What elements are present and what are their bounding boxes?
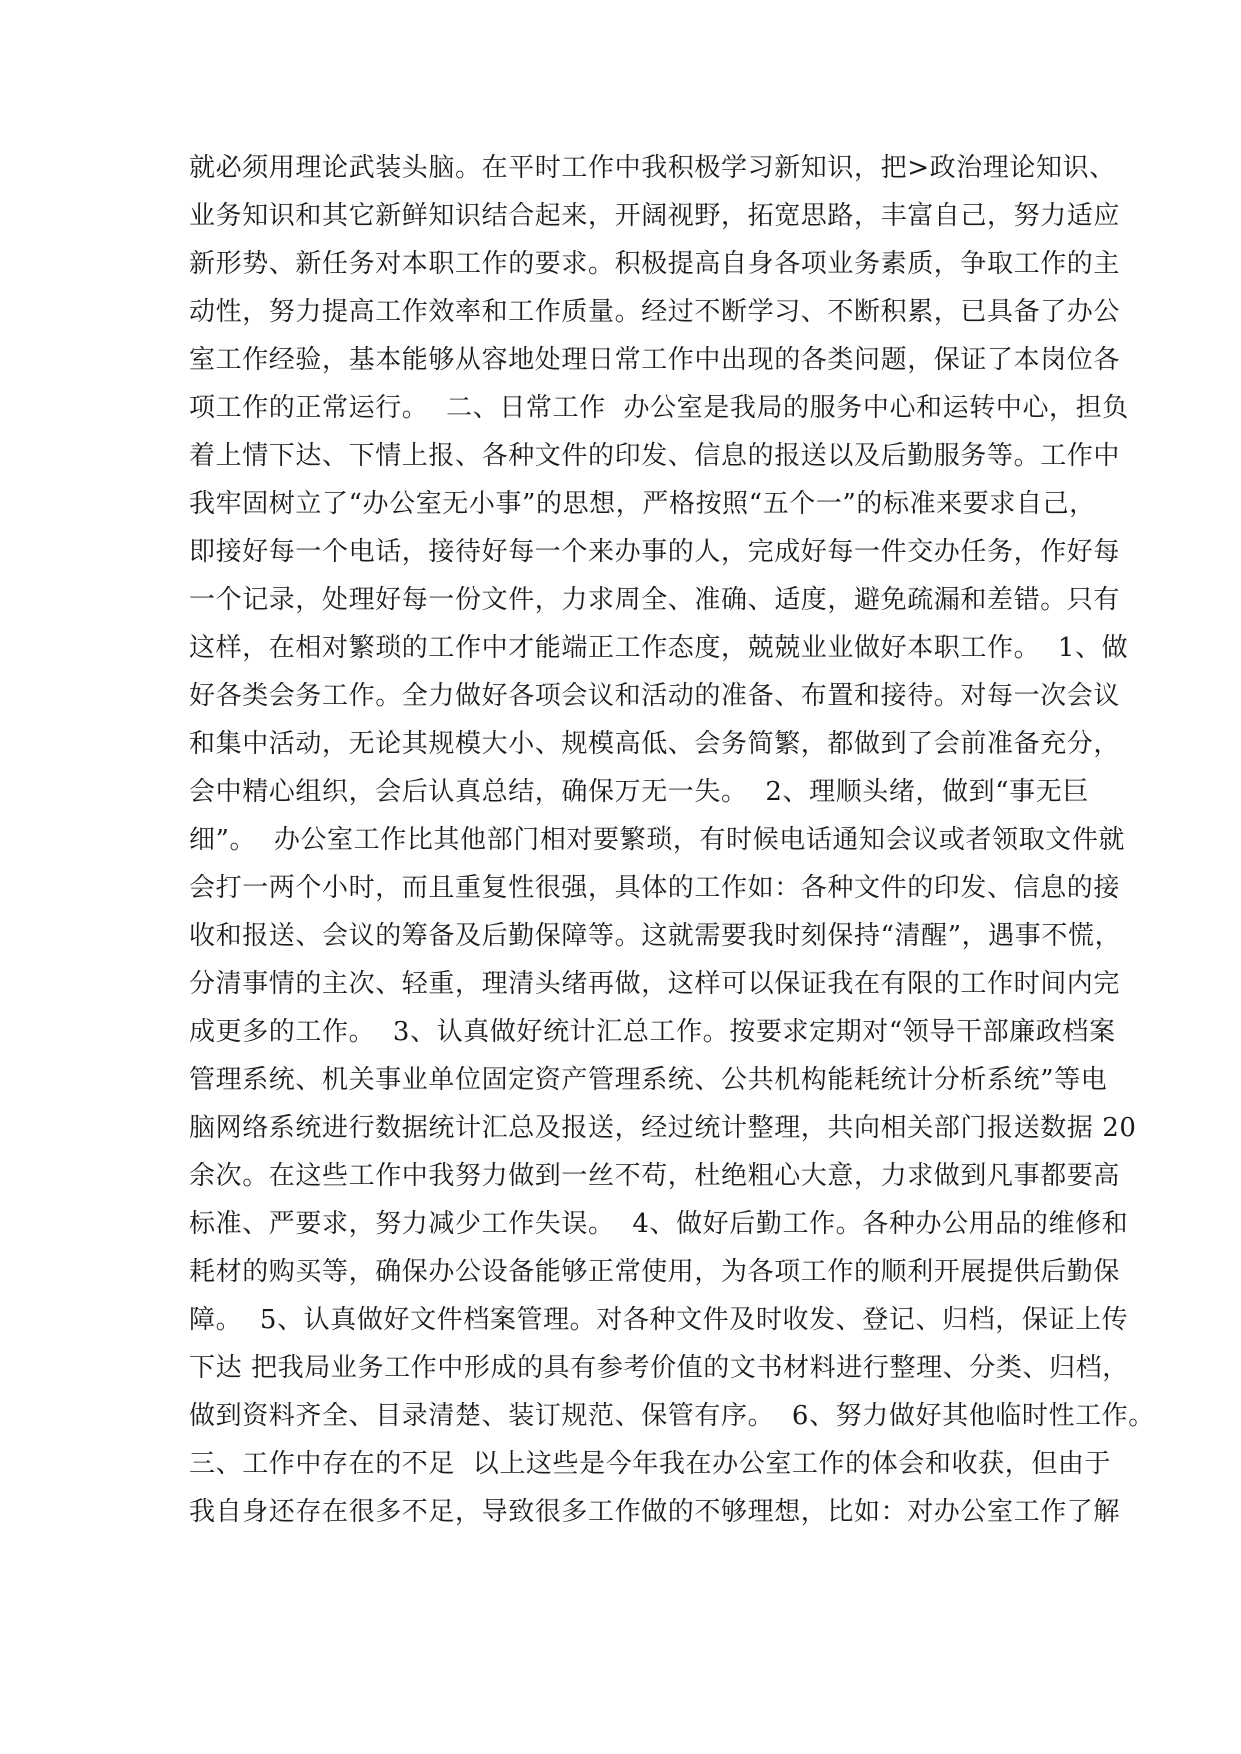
text-line: 做到资料齐全、目录清楚、装订规范、保管有序。 6、努力做好其他临时性工作。: [189, 1401, 1155, 1431]
body-text: [189, 144, 1155, 1536]
text-line: 下达 把我局业务工作中形成的具有参考价值的文书材料进行整理、分类、归档，: [189, 1353, 1129, 1383]
text-line: 好各类会务工作。全力做好各项会议和活动的准备、布置和接待。对每一次会议: [189, 681, 1121, 711]
text-line: 余次。在这些工作中我努力做到一丝不苟，杜绝粗心大意，力求做到凡事都要高: [189, 1161, 1121, 1191]
text-line: 和集中活动，无论其规模大小、规模高低、会务简繁，都做到了会前准备充分，: [189, 729, 1121, 759]
text-line: 室工作经验，基本能够从容地处理日常工作中出现的各类问题，保证了本岗位各: [189, 345, 1121, 375]
text-line: 会中精心组织，会后认真总结，确保万无一失。 2、理顺头绪，做到“事无巨: [189, 777, 1089, 807]
text-line: 新形势、新任务对本职工作的要求。积极提高自身各项业务素质，争取工作的主: [189, 249, 1121, 279]
text-line: 分清事情的主次、轻重，理清头绪再做，这样可以保证我在有限的工作时间内完: [189, 969, 1121, 999]
text-line: 细”。 办公室工作比其他部门相对要繁琐，有时候电话通知会议或者领取文件就: [189, 825, 1126, 855]
text-line: 成更多的工作。 3、认真做好统计汇总工作。按要求定期对“领导干部廉政档案: [189, 1017, 1116, 1047]
text-line: 三、工作中存在的不足 以上这些是今年我在办公室工作的体会和收获，但由于: [189, 1449, 1112, 1479]
text-line: 我自身还存在很多不足，导致很多工作做的不够理想，比如：对办公室工作了解: [189, 1497, 1121, 1527]
text-line: 标准、严要求，努力减少工作失误。 4、做好后勤工作。各种办公用品的维修和: [189, 1209, 1129, 1239]
text-line: 动性，努力提高工作效率和工作质量。经过不断学习、不断积累，已具备了办公: [189, 297, 1121, 327]
text-line: 会打一两个小时，而且重复性很强，具体的工作如：各种文件的印发、信息的接: [189, 873, 1121, 903]
text-line: 耗材的购买等，确保办公设备能够正常使用，为各项工作的顺利开展提供后勤保: [189, 1257, 1121, 1287]
text-line: 收和报送、会议的筹备及后勤保障等。这就需要我时刻保持“清醒”，遇事不慌，: [189, 921, 1122, 951]
text-line: 这样，在相对繁琐的工作中才能端正工作态度，兢兢业业做好本职工作。 1、做: [189, 633, 1129, 663]
text-line: 即接好每一个电话，接待好每一个来办事的人，完成好每一件交办任务，作好每: [189, 537, 1121, 567]
text-line: 障。 5、认真做好文件档案管理。对各种文件及时收发、登记、归档，保证上传: [189, 1305, 1129, 1335]
text-line: 业务知识和其它新鲜知识结合起来，开阔视野，拓宽思路，丰富自己，努力适应: [189, 201, 1121, 231]
text-line: 我牢固树立了“办公室无小事”的思想，严格按照“五个一”的标准来要求自己，: [189, 489, 1096, 519]
text-line: 着上情下达、下情上报、各种文件的印发、信息的报送以及后勤服务等。工作中: [189, 441, 1121, 471]
text-line: 项工作的正常运行。 二、日常工作 办公室是我局的服务中心和运转中心，担负: [189, 393, 1129, 423]
text-line: 一个记录，处理好每一份文件，力求周全、准确、适度，避免疏漏和差错。只有: [189, 585, 1121, 615]
text-line: 脑网络系统进行数据统计汇总及报送，经过统计整理，共向相关部门报送数据 20: [189, 1113, 1137, 1143]
text-line: 管理系统、机关事业单位固定资产管理系统、公共机构能耗统计分析系统”等电: [189, 1065, 1108, 1095]
text-line: 就必须用理论武装头脑。在平时工作中我积极学习新知识，把>政治理论知识、: [189, 153, 1116, 183]
